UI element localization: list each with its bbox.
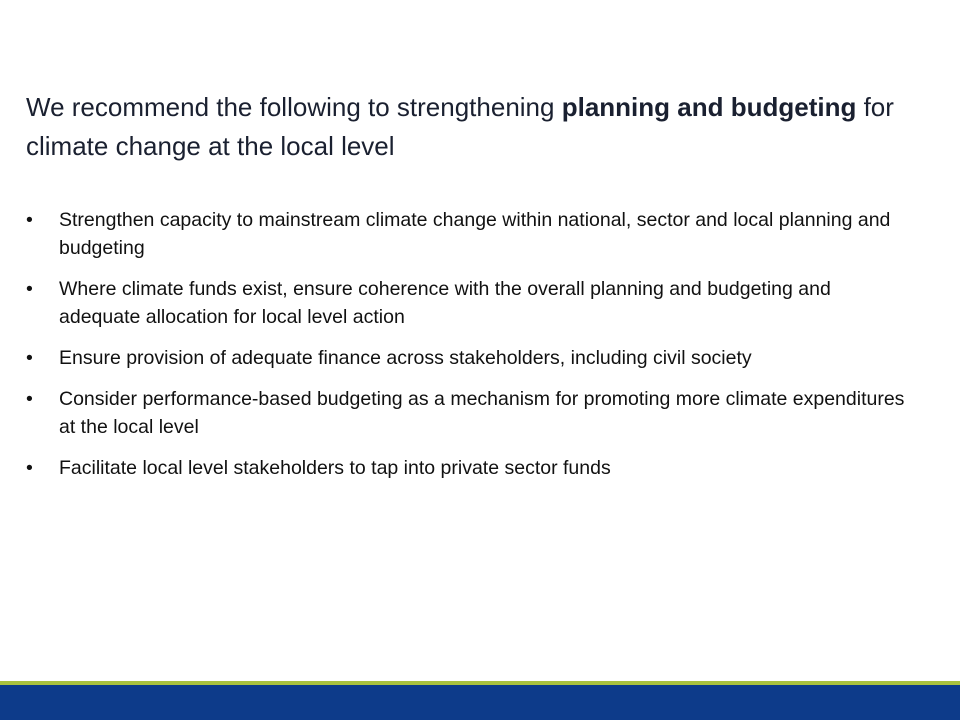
bullet-text: Strengthen capacity to mainstream climate change within national, sector and local planning and budgeting <box>59 209 891 259</box>
footer-bar <box>0 685 960 720</box>
bullet-item <box>26 385 916 441</box>
bullet-text: Where climate funds exist, ensure coherence with the overall planning and budgeting and adequate allocation for local level action <box>59 278 831 328</box>
bullet-item <box>26 454 916 482</box>
bullet-item <box>26 275 916 331</box>
bullet-text: Consider performance-based budgeting as a mechanism for promoting more climate expenditures at the local level <box>59 388 905 438</box>
bullet-dot-icon: • <box>26 347 33 369</box>
bullet-dot-icon: • <box>26 278 33 300</box>
bullet-list <box>26 206 916 495</box>
heading-text-part1: We recommend the following to strengthening <box>26 92 562 122</box>
bullet-dot-icon: • <box>26 388 33 410</box>
bullet-dot-icon: • <box>26 209 33 231</box>
bullet-item <box>26 206 916 262</box>
heading-text-part2: for climate change at the local level <box>26 92 894 161</box>
bullet-dot-icon: • <box>26 457 33 479</box>
slide-heading <box>26 88 926 166</box>
bullet-text: Ensure provision of adequate finance across stakeholders, including civil society <box>59 347 752 369</box>
bullet-item <box>26 344 916 372</box>
heading-bold-text: planning and budgeting <box>561 92 857 122</box>
bullet-text: Facilitate local level stakeholders to tap into private sector funds <box>59 457 611 479</box>
